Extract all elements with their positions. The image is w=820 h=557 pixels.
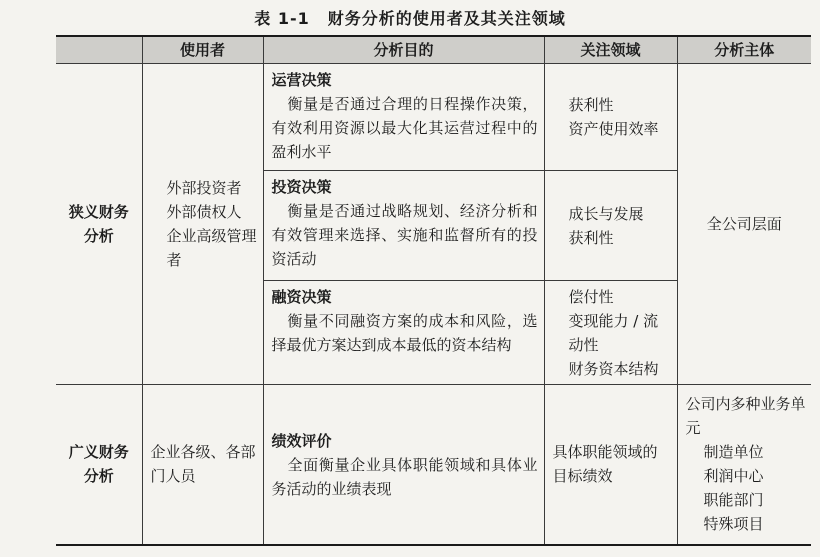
header-purpose: 分析目的 xyxy=(263,36,544,64)
financial-analysis-table xyxy=(56,35,811,546)
table-row xyxy=(56,385,811,545)
focus-financing xyxy=(544,281,677,385)
focus-item: 获利性 xyxy=(568,228,614,247)
purpose-title: 运营决策 xyxy=(271,71,332,89)
header-subject: 分析主体 xyxy=(677,36,811,64)
purpose-investment xyxy=(263,171,544,281)
purpose-title: 投资决策 xyxy=(271,178,332,196)
focus-item: 成长与发展 xyxy=(568,204,644,223)
purpose-desc: 全面衡量企业具体职能领域和具体业务活动的业绩表现 xyxy=(271,456,538,499)
header-focus: 关注领域 xyxy=(544,36,677,64)
narrow-users xyxy=(142,64,263,385)
focus-item: 变现能力 / 流动性 xyxy=(568,311,659,354)
focus-item: 资产使用效率 xyxy=(568,120,659,138)
broad-subject xyxy=(677,385,811,545)
purpose-desc: 衡量是否通过战略规划、经济分析和有效管理来选择、实施和监督所有的投资活动 xyxy=(271,202,538,268)
focus-operating xyxy=(544,64,677,171)
purpose-desc: 衡量不同融资方案的成本和风险，选择最优方案达到成本最低的资本结构 xyxy=(271,312,538,354)
user-item: 外部债权人 xyxy=(166,203,242,221)
header-category xyxy=(56,36,142,64)
broad-label: 广义财务分析 xyxy=(56,385,142,545)
broad-users: 企业各级、各部门人员 xyxy=(142,385,263,545)
purpose-operating xyxy=(263,64,544,171)
user-item: 企业高级管理者 xyxy=(166,227,257,269)
purpose-title: 绩效评价 xyxy=(271,432,332,451)
user-item: 外部投资者 xyxy=(166,179,242,197)
purpose-desc: 衡量是否通过合理的日程操作决策，有效利用资源以最大化其运营过程中的盈利水平 xyxy=(271,95,538,161)
table-row xyxy=(56,64,811,171)
purpose-financing xyxy=(263,281,544,385)
focus-item: 财务资本结构 xyxy=(568,359,659,378)
subject-item: 职能部门 xyxy=(703,491,764,510)
narrow-subject: 全公司层面 xyxy=(677,64,811,385)
broad-focus: 具体职能领域的目标绩效 xyxy=(544,385,677,545)
header-users: 使用者 xyxy=(142,36,263,64)
subject-item: 制造单位 xyxy=(703,443,764,462)
table-number: 表 1-1 xyxy=(254,9,310,28)
table-caption xyxy=(0,6,820,29)
subject-item: 利润中心 xyxy=(703,467,764,486)
purpose-performance xyxy=(263,385,544,545)
narrow-label: 狭义财务分析 xyxy=(56,64,142,385)
purpose-title: 融资决策 xyxy=(271,288,332,306)
focus-item: 偿付性 xyxy=(568,287,614,306)
header-row xyxy=(56,36,811,64)
focus-investment xyxy=(544,171,677,281)
subject-item: 公司内多种业务单元 xyxy=(685,395,806,438)
table-title: 财务分析的使用者及其关注领域 xyxy=(327,9,566,28)
focus-item: 获利性 xyxy=(568,96,614,114)
subject-item: 特殊项目 xyxy=(703,515,764,534)
